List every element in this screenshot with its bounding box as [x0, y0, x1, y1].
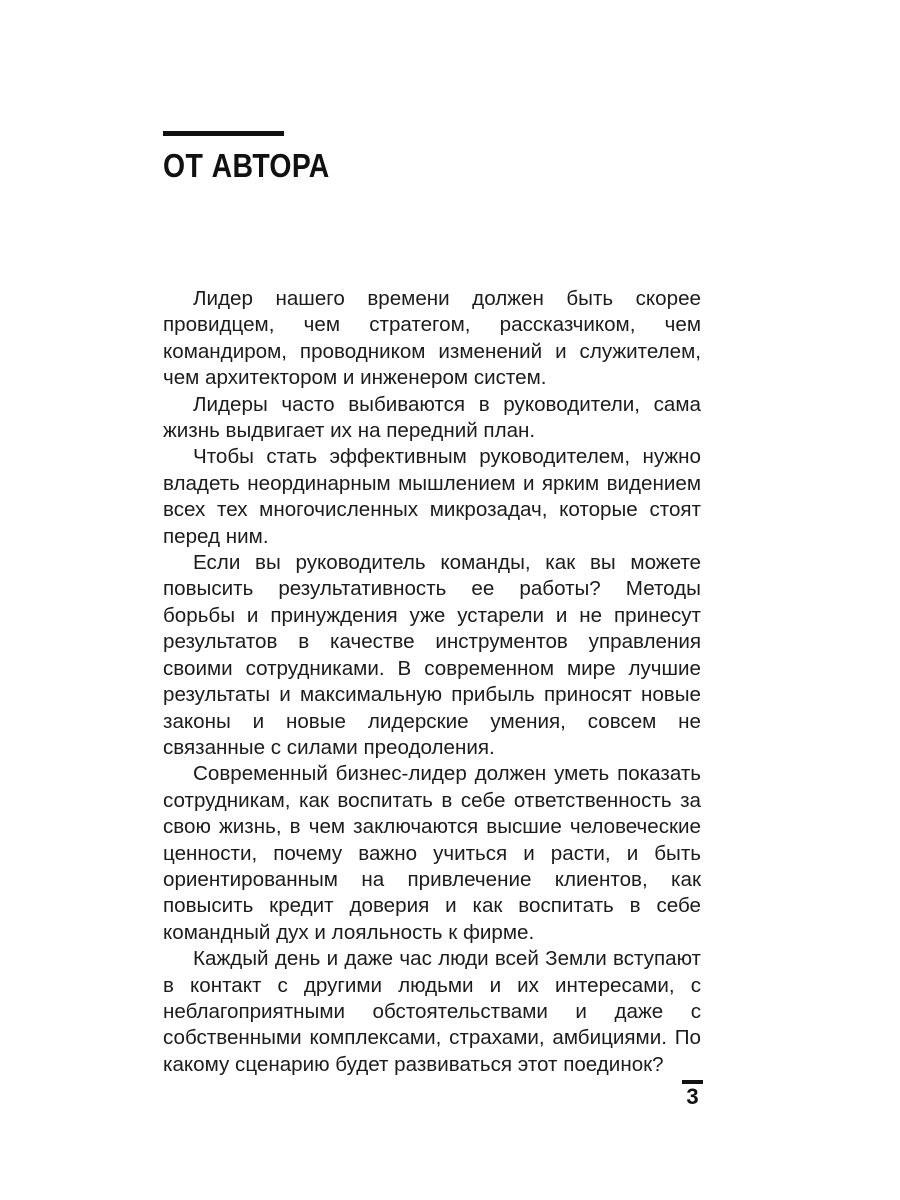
page-number: 3: [686, 1084, 699, 1109]
body-text: [163, 286, 701, 1078]
paragraph: Современный бизнес-лидер должен уметь показать сотрудникам, как воспитать в себе ответственность за свою жизнь, в чем заключаются высшие человеческие ценности, почему важно учиться и расти, и быть ориентированным на привлечение клиентов, как повысить кредит доверия и как воспитать в себе командный дух и лояльность к фирме.: [163, 762, 701, 944]
heading-rule: [163, 131, 284, 136]
paragraph: Если вы руководитель команды, как вы можете повысить результативность ее работы? Методы борьбы и принуждения уже устарели и не принесут результатов в качестве инструментов управления своими сотрудниками. В современном мире лучшие результаты и максимальную прибыль приносят новые законы и новые лидерские умения, совсем не связанные с силами преодоления.: [163, 551, 701, 759]
paragraph: Лидеры часто выбиваются в руководители, сама жизнь выдвигает их на передний план.: [163, 392, 701, 443]
paragraph: Чтобы стать эффективным руководителем, нужно владеть неординарным мышлением и ярким видением всех тех многочисленных микрозадач, которые стоят перед ним.: [163, 445, 701, 548]
paragraph: Каждый день и даже час люди всей Земли вступают в контакт с другими людьми и их интересами, с неблагоприятными обстоятельствами и даже с собственными комплексами, страхами, амбициями. По какому сценарию будет развиваться этот поединок?: [163, 947, 701, 1076]
chapter-title: ОТ АВТОРА: [163, 147, 330, 184]
paragraph: Лидер нашего времени должен быть скорее провидцем, чем стратегом, рассказчиком, чем командиром, проводником изменений и служителем, чем архитектором и инженером систем.: [163, 287, 701, 390]
